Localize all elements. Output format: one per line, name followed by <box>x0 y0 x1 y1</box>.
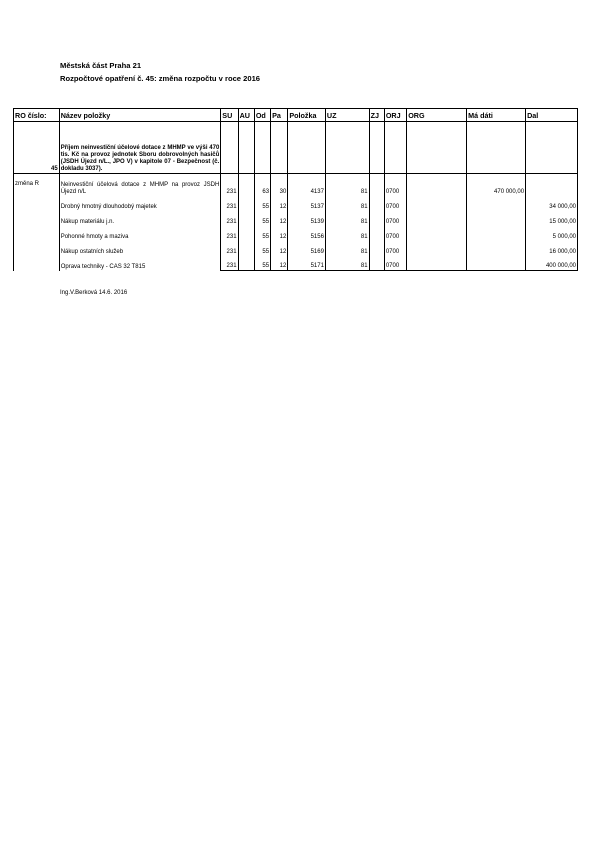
column-header: ZJ <box>369 109 384 122</box>
cell-od: 55 <box>254 226 270 241</box>
cell-au <box>238 196 254 211</box>
cell-zj <box>369 174 384 196</box>
document-title: Městská část Praha 21 <box>60 61 142 70</box>
cell-org <box>407 226 467 241</box>
cell-pa: 12 <box>271 256 288 271</box>
ro-number: 45 <box>14 122 60 174</box>
cell-orj: 0700 <box>384 241 406 256</box>
cell-ro <box>14 211 60 226</box>
cell-uz: 81 <box>325 241 369 256</box>
cell-od: 55 <box>254 196 270 211</box>
column-header: Má dáti <box>467 109 526 122</box>
cell-au <box>238 174 254 196</box>
cell-au <box>238 211 254 226</box>
cell-org <box>407 241 467 256</box>
column-header: Pa <box>271 109 288 122</box>
cell-dal: 5 000,00 <box>526 226 578 241</box>
cell-au <box>238 241 254 256</box>
document-subtitle: Rozpočtové opatření č. 45: změna rozpočtu v roce 2016 <box>60 74 261 83</box>
column-header: UZ <box>325 109 369 122</box>
cell-pol: 5171 <box>288 256 326 271</box>
cell-su: 231 <box>221 241 238 256</box>
footer-signature: Ing.V.Berková 14.6. 2016 <box>60 290 128 296</box>
column-header: Název položky <box>59 109 221 122</box>
table-row <box>14 256 578 271</box>
cell-dal: 16 000,00 <box>526 241 578 256</box>
cell-od: 63 <box>254 174 270 196</box>
cell-su: 231 <box>221 256 238 271</box>
cell-dal: 400 000,00 <box>526 256 578 271</box>
cell-name: Drobný hmotný dlouhodobý majetek <box>59 196 221 211</box>
cell-ro <box>14 226 60 241</box>
column-header: Od <box>254 109 270 122</box>
cell-org <box>407 196 467 211</box>
column-header: Dal <box>526 109 578 122</box>
table-row <box>14 211 578 226</box>
cell-pol: 5156 <box>288 226 326 241</box>
cell-uz: 81 <box>325 196 369 211</box>
table-row <box>14 174 578 196</box>
cell-zj <box>369 226 384 241</box>
cell-md <box>467 226 526 241</box>
cell-name: Pohonné hmoty a maziva <box>59 226 221 241</box>
cell-od: 55 <box>254 241 270 256</box>
cell-orj: 0700 <box>384 174 406 196</box>
cell-ro <box>14 241 60 256</box>
cell-pol: 4137 <box>288 174 326 196</box>
cell-name: Neinvestiční účelová dotace z MHMP na provoz JSDH Újezd n/L <box>59 174 221 196</box>
cell-dal <box>526 174 578 196</box>
cell-au <box>238 226 254 241</box>
cell-zj <box>369 256 384 271</box>
cell-au <box>238 256 254 271</box>
column-header: AU <box>238 109 254 122</box>
cell-md <box>467 256 526 271</box>
cell-od: 55 <box>254 256 270 271</box>
column-header: SU <box>221 109 238 122</box>
cell-uz: 81 <box>325 256 369 271</box>
intro-row <box>14 122 578 174</box>
cell-pol: 5137 <box>288 196 326 211</box>
cell-org <box>407 256 467 271</box>
column-header: ORG <box>407 109 467 122</box>
cell-dal: 34 000,00 <box>526 196 578 211</box>
cell-pol: 5169 <box>288 241 326 256</box>
cell-md <box>467 196 526 211</box>
cell-ro <box>14 256 60 271</box>
cell-ro: změna R <box>14 174 60 196</box>
cell-uz: 81 <box>325 211 369 226</box>
cell-zj <box>369 211 384 226</box>
cell-pa: 30 <box>271 174 288 196</box>
cell-orj: 0700 <box>384 256 406 271</box>
cell-uz: 81 <box>325 174 369 196</box>
cell-name: Nákup ostatních služeb <box>59 241 221 256</box>
cell-orj: 0700 <box>384 196 406 211</box>
cell-org <box>407 211 467 226</box>
cell-pa: 12 <box>271 196 288 211</box>
cell-su: 231 <box>221 174 238 196</box>
cell-su: 231 <box>221 196 238 211</box>
cell-md: 470 000,00 <box>467 174 526 196</box>
cell-md <box>467 241 526 256</box>
cell-orj: 0700 <box>384 211 406 226</box>
column-header: RO číslo: <box>14 109 60 122</box>
cell-name: Nákup materiálu j.n. <box>59 211 221 226</box>
budget-table <box>13 108 578 271</box>
cell-pa: 12 <box>271 226 288 241</box>
cell-orj: 0700 <box>384 226 406 241</box>
cell-pa: 12 <box>271 241 288 256</box>
column-header: Položka <box>288 109 326 122</box>
table-row <box>14 226 578 241</box>
table-header-row <box>14 109 578 122</box>
cell-name: Oprava techniky - CAS 32 T815 <box>59 256 221 271</box>
table-row <box>14 241 578 256</box>
cell-md <box>467 211 526 226</box>
cell-org <box>407 174 467 196</box>
cell-uz: 81 <box>325 226 369 241</box>
cell-pol: 5139 <box>288 211 326 226</box>
cell-od: 55 <box>254 211 270 226</box>
cell-pa: 12 <box>271 211 288 226</box>
cell-zj <box>369 196 384 211</box>
cell-su: 231 <box>221 211 238 226</box>
table-row <box>14 196 578 211</box>
cell-ro <box>14 196 60 211</box>
intro-description: Příjem neinvestiční účelové dotace z MHMP ve výši 470 tis. Kč na provoz jednotek Sboru dobrovolných hasičů (JSDH Újezd n/L., JPO V) v kapitole 07 - Bezpečnost (č. dokladu 3037). <box>59 122 221 174</box>
cell-dal: 15 000,00 <box>526 211 578 226</box>
cell-zj <box>369 241 384 256</box>
column-header: ORJ <box>384 109 406 122</box>
cell-su: 231 <box>221 226 238 241</box>
